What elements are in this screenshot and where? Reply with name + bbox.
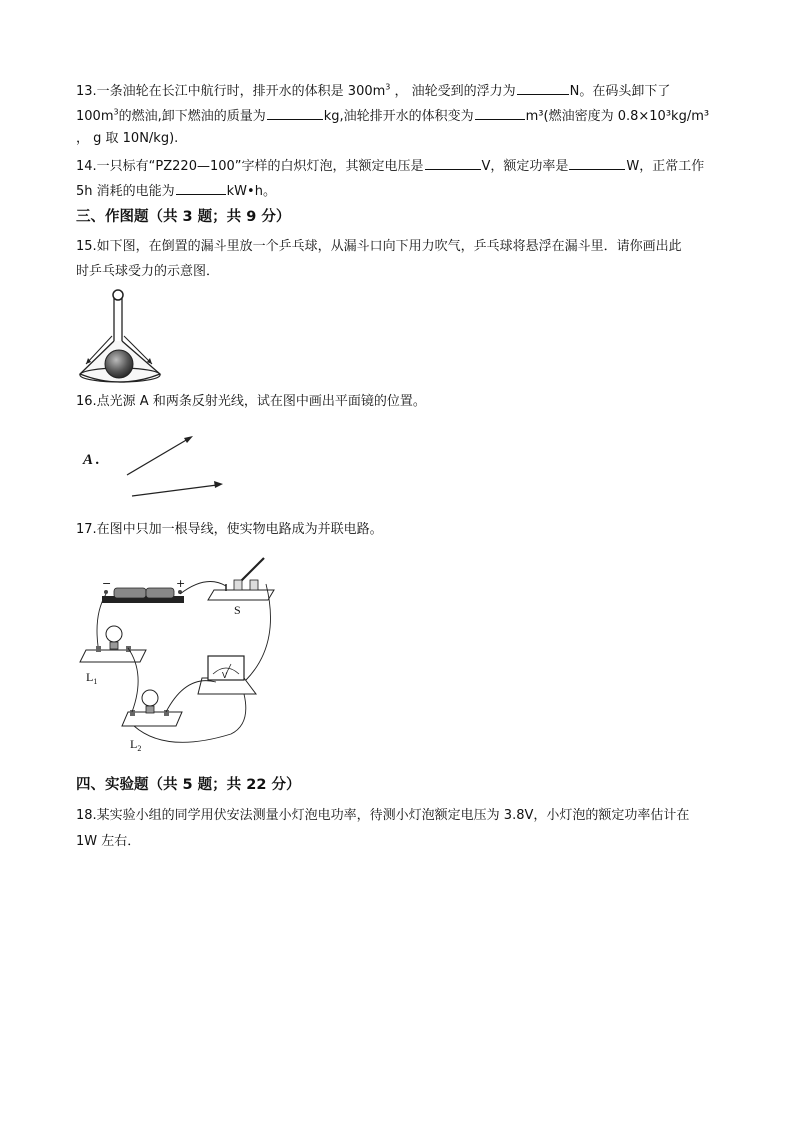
q17-line bbox=[76, 521, 726, 539]
q18-text-1: 18.某实验小组的同学用伏安法测量小灯泡电功率，待测小灯泡额定电压为 3.8V，小灯泡的额定功率估计在 bbox=[76, 808, 690, 823]
q14-text-work: W，正常工作 bbox=[626, 159, 705, 174]
q13-line-2 bbox=[76, 105, 726, 126]
q15-text-1: 15.如下图，在倒置的漏斗里放一个乒乓球，从漏斗口向下用力吹气，乒乓球将悬浮在漏斗里．请你画出此 bbox=[76, 239, 682, 254]
q14-text-power: V，额定功率是 bbox=[481, 159, 569, 174]
battery-cell-2 bbox=[146, 588, 174, 598]
q14-text-energy: 5h 消耗的电能为 bbox=[76, 184, 175, 199]
q13-line-3 bbox=[76, 130, 726, 148]
section-3-heading: 三、作图题（共 3 题；共 9 分） bbox=[76, 209, 291, 225]
q14-blank-energy[interactable] bbox=[176, 180, 226, 195]
q13-text-unload: N。在码头卸下了 bbox=[569, 84, 671, 99]
section-4-heading: 四、实验题（共 5 题；共 22 分） bbox=[76, 777, 301, 793]
q13-text-buoyancy: ， 油轮受到的浮力为 bbox=[394, 84, 516, 99]
q15-line-1 bbox=[76, 238, 726, 256]
q14-blank-power[interactable] bbox=[569, 155, 625, 170]
q18-line-2 bbox=[76, 833, 726, 851]
q14-line-2 bbox=[76, 180, 726, 201]
q13-text-fuel-volume: 100m bbox=[76, 109, 114, 124]
reflected-ray-2 bbox=[132, 485, 217, 496]
q13-sup: 3 bbox=[385, 82, 391, 92]
switch-board bbox=[208, 590, 274, 600]
q13-text-density: m³(燃油密度为 0.8×10³kg/m³ bbox=[525, 109, 710, 124]
voltmeter-label: V bbox=[222, 671, 228, 680]
reflected-ray-1 bbox=[127, 439, 188, 475]
ping-pong-ball bbox=[105, 350, 133, 378]
bulb-l2-label: $L_2$ bbox=[130, 737, 142, 753]
circuit-figure bbox=[76, 554, 286, 754]
funnel-ball-figure bbox=[76, 286, 166, 386]
q13-blank-volume[interactable] bbox=[475, 105, 525, 120]
q16-line bbox=[76, 393, 726, 411]
q14-text-unit: kW•h。 bbox=[226, 184, 276, 199]
battery-plus-label: + bbox=[176, 577, 186, 590]
q13-text-volume: 13.一条油轮在长江中航行时，排开水的体积是 300m bbox=[76, 84, 386, 99]
q18-line-1 bbox=[76, 807, 726, 825]
q13-blank-buoyancy[interactable] bbox=[517, 80, 569, 95]
battery-cell-1 bbox=[114, 588, 146, 598]
battery-minus-label: − bbox=[102, 577, 112, 590]
bulb-l2 bbox=[142, 690, 158, 706]
reflection-rays-figure bbox=[76, 428, 236, 502]
q13-sup-2: 3 bbox=[113, 107, 119, 117]
q13-line-1 bbox=[76, 80, 726, 101]
switch-label: S bbox=[234, 603, 241, 617]
q15-text-2: 时乒乓球受力的示意图． bbox=[76, 264, 220, 279]
bulb-l1-label: $L_1$ bbox=[86, 670, 98, 686]
q18-text-2: 1W 左右． bbox=[76, 834, 141, 849]
q14-text-bulb: 14.一只标有“PZ220—100”字样的白炽灯泡，其额定电压是 bbox=[76, 159, 424, 174]
q16-text: 16.点光源 A 和两条反射光线，试在图中画出平面镜的位置。 bbox=[76, 394, 426, 409]
q13-text-g: ， g 取 10N/kg). bbox=[76, 131, 179, 146]
q13-text-mass: 的燃油,卸下燃油的质量为 bbox=[118, 109, 266, 124]
q17-text: 17.在图中只加一根导线，使实物电路成为并联电路。 bbox=[76, 522, 383, 537]
q14-line-1 bbox=[76, 155, 726, 176]
point-a-label: A . bbox=[83, 452, 100, 468]
q13-blank-mass[interactable] bbox=[267, 105, 323, 120]
bulb-l1-board bbox=[80, 650, 146, 662]
q15-line-2 bbox=[76, 263, 726, 281]
bulb-l1 bbox=[106, 626, 122, 642]
q14-blank-voltage[interactable] bbox=[425, 155, 481, 170]
q13-text-new-volume: kg,油轮排开水的体积变为 bbox=[323, 109, 474, 124]
